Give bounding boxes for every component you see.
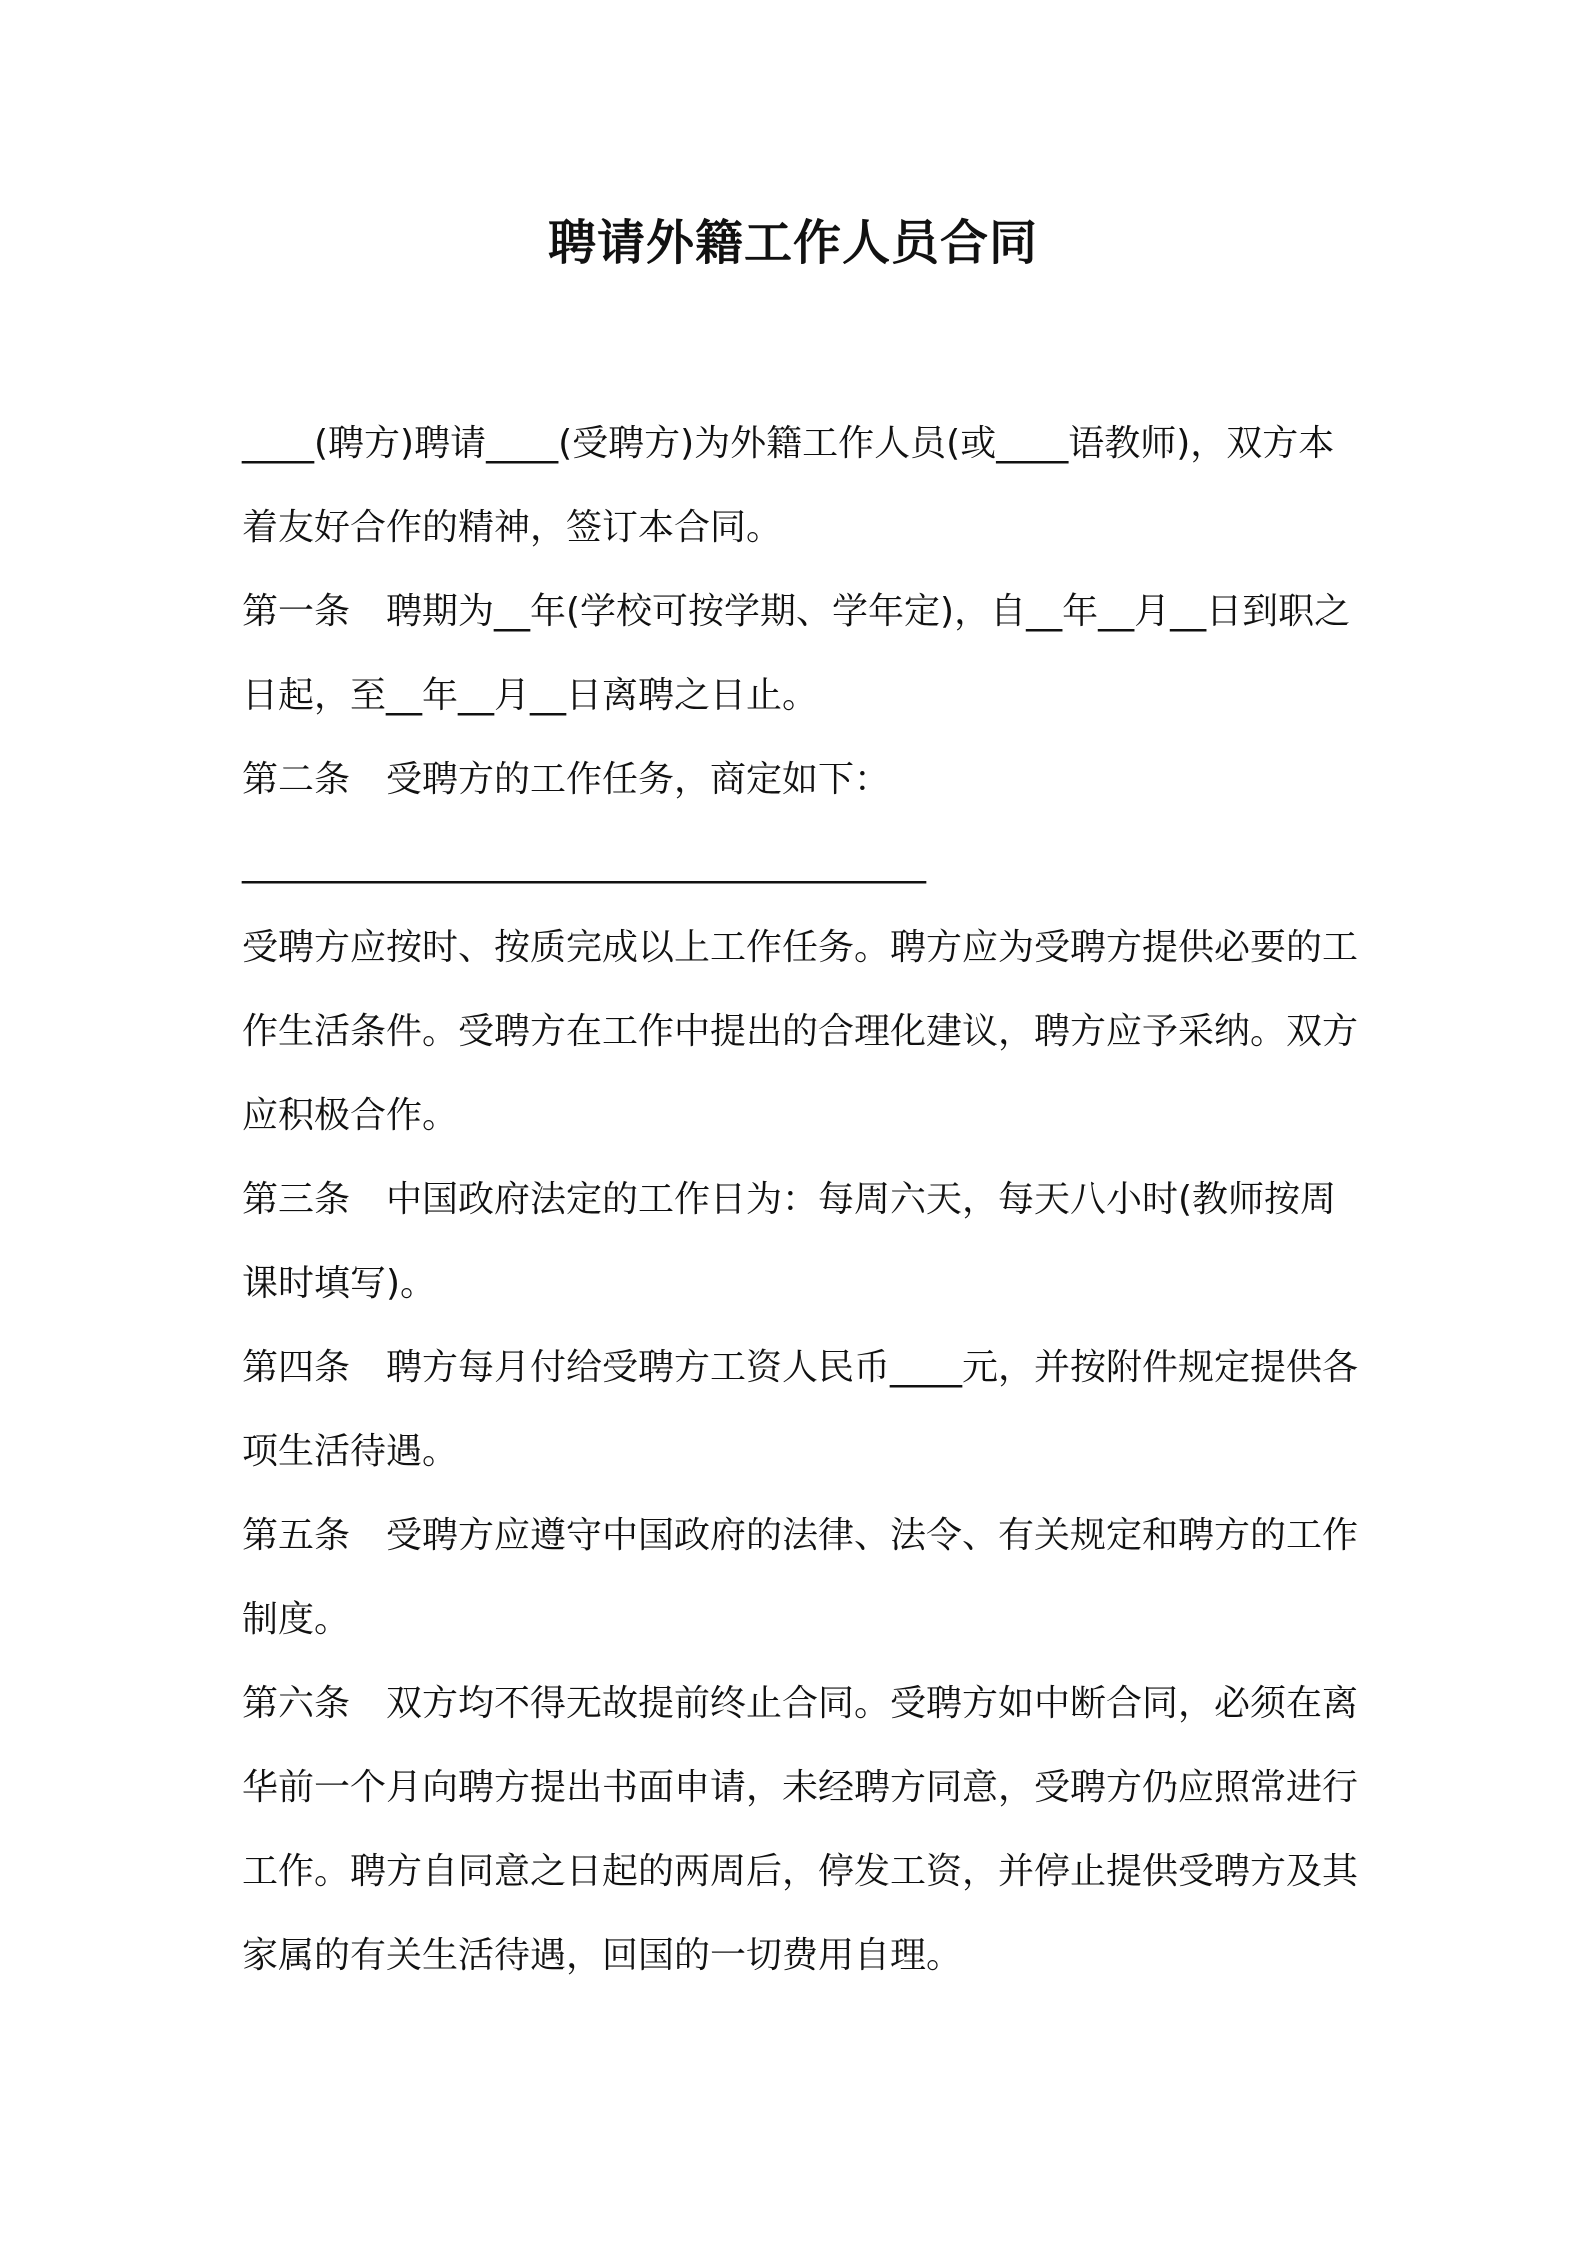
article-1-paragraph: 第一条 聘期为__年(学校可按学期、学年定)，自__年__月__日到职之日起，至__年__月__日离聘之日止。 (242, 591, 1351, 716)
article-3-paragraph: 第三条 中国政府法定的工作日为：每周六天，每天八小时(教师按周课时填写)。 (242, 1179, 1337, 1304)
article-2-continuation-paragraph: 受聘方应按时、按质完成以上工作任务。聘方应为受聘方提供必要的工作生活条件。受聘方在工作中提出的合理化建议，聘方应予采纳。双方应积极合作。 (242, 927, 1359, 1136)
document-title: 聘请外籍工作人员合同 (547, 215, 1038, 271)
intro-paragraph: ____(聘方)聘请____(受聘方)为外籍工作人员(或____语教师)，双方本着友好合作的精神，签订本合同。 (242, 423, 1335, 548)
article-6-paragraph: 第六条 双方均不得无故提前终止合同。受聘方如中断合同，必须在离华前一个月向聘方提出书面申请，未经聘方同意，受聘方仍应照常进行工作。聘方自同意之日起的两周后，停发工资，并停止提供受聘方及其家属的有关生活待遇，回国的一切费用自理。 (242, 1683, 1359, 1976)
article-4-paragraph: 第四条 聘方每月付给受聘方工资人民币____元，并按附件规定提供各项生活待遇。 (242, 1347, 1359, 1472)
article-5-paragraph: 第五条 受聘方应遵守中国政府的法律、法令、有关规定和聘方的工作制度。 (242, 1515, 1359, 1640)
document-body (242, 402, 1362, 1998)
article-2-paragraph: 第二条 受聘方的工作任务，商定如下： (242, 759, 891, 800)
fill-in-blank-line: ______________________________________ (242, 843, 926, 884)
